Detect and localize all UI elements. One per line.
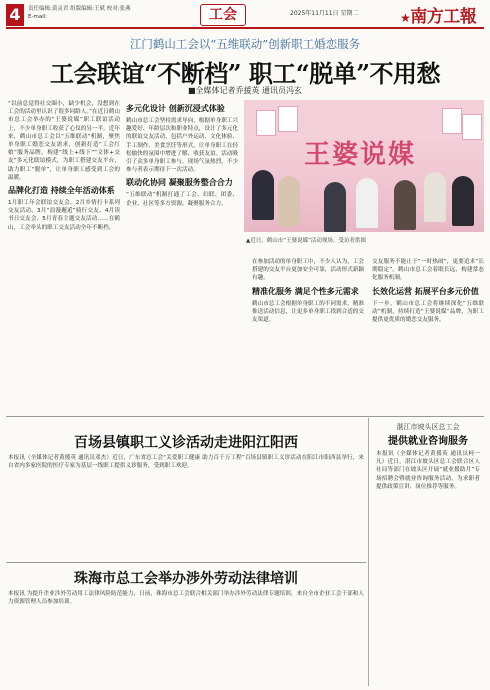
editor-email: E-mail: (28, 14, 48, 20)
side-story-headline: 提供就业咨询服务 (388, 436, 468, 447)
person-figure (252, 170, 274, 220)
header-rule (6, 27, 484, 29)
article-byline: ■全媒体记者乔援英 通讯员冯玄 (187, 86, 303, 95)
event-photo (244, 100, 484, 232)
person-figure (356, 178, 378, 228)
star-icon: ★ (400, 11, 411, 25)
section-subhead: 联动化协同 凝聚服务整合合力 (126, 178, 233, 188)
editor-credits: 责任编辑:黄灵君 组版编辑:王斌 校对:张燕 (28, 6, 131, 12)
article-kicker: 江门鹤山工会以“五维联动”创新职工婚恋服务 (129, 37, 361, 51)
photo-card (278, 106, 298, 132)
article-column-4 (372, 258, 484, 410)
story-headline: 百场县镇职工义诊活动走进阳江阳西 (74, 435, 298, 451)
photo-caption: ▲近日，鹤山市“王婆说媒”活动现场。受访者供图 (246, 238, 366, 244)
column-text: “五维联动”机制打通了工会、妇联、团委、企业、社区等多方资源，凝聚服务合力。 (126, 192, 238, 207)
column-divider (368, 418, 369, 686)
section-divider (6, 562, 366, 563)
photo-card (442, 108, 462, 134)
column-text: 本报讯（全媒体记者黄援英 通讯员柯一凡）近日，湛江市坡头区总工会联合区人社局等部门在坡头区开展“就业援助月”专场招聘会暨就业咨询服务活动，为求职者提供政策宣讲、岗位推荐等服务。 (376, 451, 480, 490)
article-column-2 (126, 100, 238, 410)
side-story-kicker: 湛江市坡头区总工会 (396, 423, 460, 431)
section-subhead: 品牌化打造 持续全年活动体系 (8, 186, 115, 196)
section-divider (6, 416, 484, 417)
column-text: 交友服务不能止于“一时热闹”，更要追求“长期稳定”。鹤山市总工会着眼长远，构建常态化服务机制。 (372, 259, 484, 282)
column-text: 在参加活动的单身职工中，不少人认为，工会搭建的交友平台更加安全可靠，活动形式新颖有趣。 (252, 259, 364, 282)
photo-card (256, 110, 276, 136)
article-column-3 (252, 258, 364, 410)
section-label: 工会 (200, 4, 246, 26)
article-headline: 工会联谊“不断档” 职工“脱单”不用愁 (49, 59, 441, 88)
column-text: 鹤山市总工会坚持需求导向，根据单身职工兴趣爱好、年龄层次和职业特点，设计了多元化的联谊交友活动，包括户外运动、文化体验、手工制作、美食烹饪等形式，让单身职工在轻松愉快的氛围中增进了解、收获友谊。活动吸引了众多单身职工参与，现场气氛热烈，不少参与者表示期待下一次活动。 (126, 118, 238, 174)
section-subhead: 长效化运营 拓展平台多元价值 (372, 286, 479, 296)
person-figure (424, 172, 446, 222)
person-figure (394, 180, 416, 230)
column-text: 本报讯（全媒体记者黄援英 通讯员邓杰）近日，广东省总工会“关爱职工健康 助力百千万工程”百场县镇职工义诊活动在阳江市阳西县举行，来自省内多家医院的医疗专家为基层一线职工提供义诊服务，受到职工欢迎。 (8, 455, 364, 470)
story-headline: 珠海市总工会举办涉外劳动法律培训 (74, 571, 298, 587)
story-body (8, 590, 364, 686)
section-subhead: 精准化服务 满足个性多元需求 (252, 286, 359, 296)
article-column-1 (8, 100, 120, 410)
column-text: 下一步，鹤山市总工会将继续深化“五维联动”机制，持续打造“王婆说媒”品牌，为职工提供更优质的婚恋交友服务。 (372, 300, 484, 324)
photo-card (462, 114, 482, 140)
column-text: 1月职工年会联谊交友会、2月乡情打卡系列交友活动、3月“浪漫邂逅”骑行交友、4月读书日交友会、5月青春主题交友活动……在鹤山，工会牵头的职工交友活动全年不断档。 (8, 200, 120, 231)
section-subhead: 多元化设计 创新沉浸式体验 (126, 104, 225, 113)
side-story-body (376, 450, 480, 686)
person-figure (324, 182, 346, 232)
person-figure (452, 176, 474, 226)
story-body (8, 454, 364, 558)
masthead-logo: ★南方工報 (400, 7, 477, 27)
photo-banner-title: 王婆说媒 (304, 140, 417, 170)
person-figure (278, 176, 300, 226)
page-number: 4 (6, 4, 24, 26)
issue-date: 2025年11月11日 星期二 (290, 10, 359, 17)
column-text: 本报讯 为提升企业涉外劳动用工法律风险防范能力，日前，珠海市总工会联合相关部门举办涉外劳动法律专题培训，来自全市企业工会干部和人力资源管理人员参加培训。 (8, 591, 364, 606)
column-text: 鹤山市总工会根据单身职工的不同需求，精准推送活动信息，让更多单身职工找到合适的交友渠道。 (252, 300, 364, 324)
column-text: “以前总觉得社交圈小，缺少机会，没想到在工会的活动里认识了很多同龄人。”在近日鹤山市总工会举办的“王婆说媒”职工联谊活动上，不少单身职工收获了心仪的另一半。近年来，鹤山市总工会以“五维联动”机制，聚焦单身职工婚恋交友需求，创新打造“工会红娘”服务品牌，构建“线上+线下”“文体+交友”多元化联谊模式，为职工搭建交友平台，助力职工“脱单”，让单身职工感受到工会的温暖。 (8, 101, 120, 181)
